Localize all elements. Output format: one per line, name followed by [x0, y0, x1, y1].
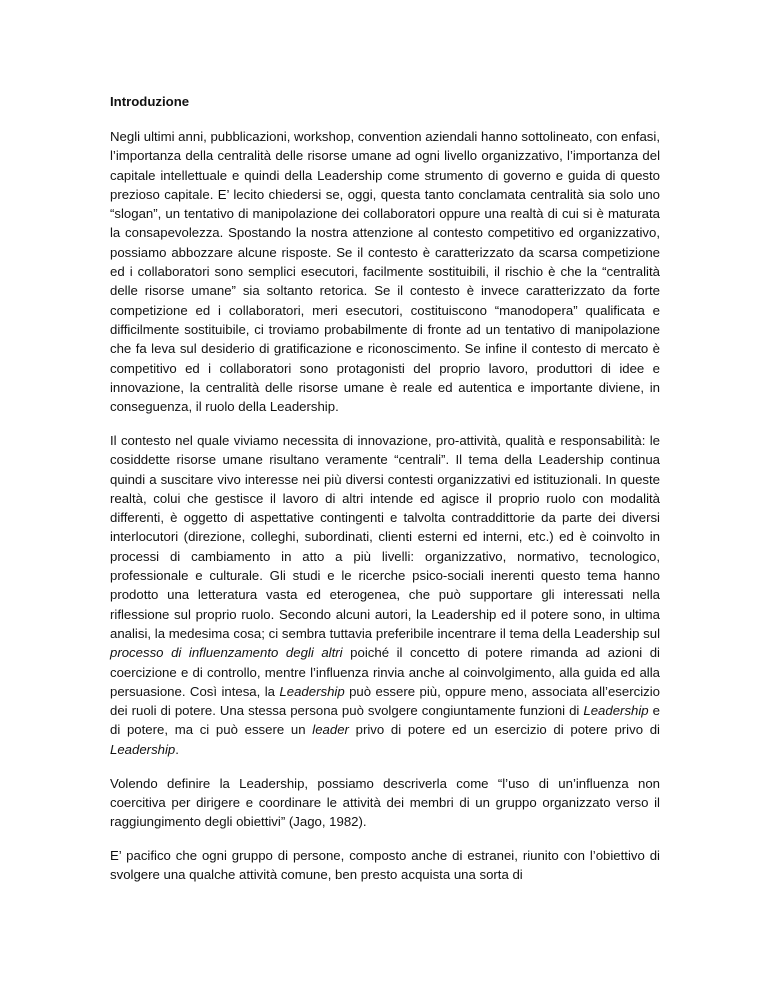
paragraph-2-emphasis-1: processo di influenzamento degli altri	[110, 645, 343, 661]
paragraph-1: Negli ultimi anni, pubblicazioni, workshop, convention aziendali hanno sottolineato, con enfasi, l’importanza della centralità delle risorse umane ad ogni livello organizzativo, l’importanza del capitale intellettuale e quindi della Leadership come strumento di governo e guida di questo prezioso capitale. E’ lecito chiedersi se, oggi, questa tanto conclamata centralità sia solo uno “slogan”, un tentativo di manipolazione dei collaboratori oppure una realtà di cui si è maturata la consapevolezza. Spostando la nostra attenzione al contesto competitivo ed organizzativo, possiamo abbozzare alcune risposte. Se il contesto è caratterizzato da scarsa competizione ed i collaboratori sono semplici esecutori, facilmente sostituibili, il rischio è che la “centralità delle risorse umane” sia soltanto retorica. Se il contesto è invece caratterizzato da forte competizione ed i collaboratori, meri esecutori, costituiscono “manodopera” qualificata e difficilmente sostituibile, ci troviamo probabilmente di fronte ad un tentativo di manipolazione che fa leva sul desiderio di gratificazione e riconoscimento. Se infine il contesto di mercato è competitivo ed i collaboratori sono protagonisti del proprio lavoro, produttori di idee e innovazione, la centralità delle risorse umane è reale ed autentica e importante diviene, in conseguenza, il ruolo della Leadership.	[110, 129, 660, 415]
paragraph-2-emphasis-4: leader	[312, 722, 349, 738]
paragraph-2-text-6: .	[175, 741, 179, 757]
paragraph-2	[110, 431, 660, 759]
paragraph-2-text-1: Il contesto nel quale viviamo necessita di innovazione, pro-attività, qualità e responsabilità: le cosiddette risorse umane risultano veramente “centrali”. Il tema della Leadership continua quindi a suscitare vivo interesse nei più diversi contesti organizzativi ed istituzionali. In queste realtà, colui che gestisce il lavoro di altri intende ed agisce il proprio ruolo con modalità differenti, è oggetto di aspettative contingenti e talvolta contraddittorie da parte dei diversi interlocutori (direzione, colleghi, subordinati, clienti esterni ed interni, etc.) ed è coinvolto in processi di cambiamento in atto a più livelli: organizzativo, normativo, tecnologico, professionale e culturale. Gli studi e le ricerche psico-sociali inerenti questo tema hanno prodotto una letteratura vasta ed eterogenea, che può supportare gli interessati nella riflessione sul proprio ruolo. Secondo alcuni autori, la Leadership ed il potere sono, in ultima analisi, la medesima cosa; ci sembra tuttavia preferibile incentrare il tema della Leadership sul	[110, 432, 660, 641]
paragraph-2-text-3: può essere più, oppure meno, associata all’esercizio dei ruoli di potere. Una stessa persona può svolgere congiuntamente funzioni di	[110, 683, 660, 719]
paragraph-2-emphasis-2: Leadership	[279, 683, 345, 699]
paragraph-2-text-2: poiché il concetto di potere rimanda ad azioni di coercizione e di controllo, mentre l’influenza rinvia anche al coinvolgimento, alla guida ed alla persuasione. Così intesa, la	[110, 645, 660, 699]
paragraph-2-emphasis-5: Leadership	[110, 741, 176, 757]
paragraph-2-text-4: e di potere, ma ci può essere un	[110, 703, 661, 738]
section-heading: Introduzione	[110, 94, 190, 109]
paragraph-3: Volendo definire la Leadership, possiamo descriverla come “l’uso di un’influenza non coercitiva per dirigere e coordinare le attività dei membri di un gruppo organizzato verso il raggiungimento degli obiettivi” (Jago, 1982).	[110, 775, 660, 830]
paragraph-2-text-5: privo di potere ed un esercizio di potere privo di	[348, 722, 660, 738]
paragraph-4: E’ pacifico che ogni gruppo di persone, composto anche di estranei, riunito con l’obiettivo di svolgere una qualche attività comune, ben presto acquista una sorta di	[110, 847, 660, 883]
paragraph-2-emphasis-3: Leadership	[583, 703, 649, 719]
